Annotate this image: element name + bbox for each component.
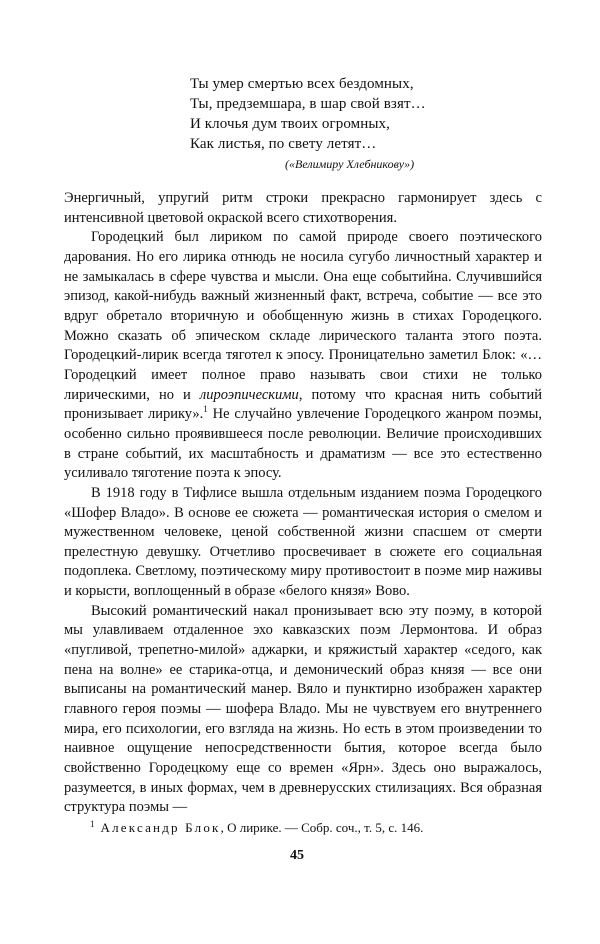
poem-line-2: Ты, предземшара, в шар свой взят… [190, 96, 426, 112]
paragraph-3: В 1918 году в Тифлисе вышла отдельным изданием поэма Городецкого «Шофер Владо». В основе ее сюжета — романтическая история о смелом и мужественном человеке, ценой собственной жизни спасшем от смерти прелестную девушку. Отчетливо просвечивает в сюжете его социальная подоплека. Светлому, поэтическому миру противостоит в поэме мир наживы и корысти, воплощенный в образе «белого князя» Вово. [64, 484, 542, 600]
paragraph-2-text-after: , потому что красная нить событий пронизывает лирику». [64, 386, 543, 423]
paragraph-4: Высокий романтический накал пронизывает всю эту поэму, в которой мы улавливаем отдаленное эхо кавказских поэм Лермонтова. И образ «пугливой, трепетно-милой» аджарки, и кряжистый характер «седого, как пена на волне» ее старика-отца, и демонический образ князя — все они выписаны на романтический манер. Вяло и пунктирно изображен характер главного героя поэмы — шофера Владо. Мы не чувствуем его внутреннего мира, его психологии, его взгляда на жизнь. Но есть в этом произведении то наивное ощущение непосредственности бытия, которое всегда было свойственно Городецкому еще со времен «Ярн». Здесь оно выражалось, разумеется, в иных формах, чем в древнерусских стилизациях. Вся образная структура поэмы — [64, 602, 542, 816]
poem-dedication: («Велимиру Хлебникову») [285, 157, 415, 171]
footnote-mark: 1 [90, 818, 95, 829]
footnote-reference[interactable]: 1 [203, 404, 208, 415]
footnote [90, 820, 550, 836]
paragraph-2-text-before: Городецкий был лириком по самой природе своего поэтического дарования. Но его лирика отнюдь не носила сугубо личностный характер и не замыкалась в сфере чувства и мысли. Она еще событийна. Случившийся эпизод, какой-нибудь важный жизненный факт, встреча, событие — все это вдруг обретало вторичную и обобщенную жизнь в стихах Городецкого. Можно сказать об эпическом складе лирического таланта этого поэта. Городецкий-лирик всегда тяготел к эпосу. Проницательно заметил Блок: «…Городецкий имеет полное право называть свои стихи не только лирическими, но и [64, 229, 542, 403]
page-number: 45 [290, 848, 304, 863]
paragraph-1: Энергичный, упругий ритм строки прекрасно гармонирует здесь с интенсивной цветовой окраской всего стихотворения. [64, 190, 542, 226]
paragraph-2-italic-term: лироэпическими [199, 386, 299, 403]
footnote-author: Александр Блок [100, 820, 221, 835]
footnote-citation: , О лирике. — Собр. соч., т. 5, с. 146. [220, 820, 424, 835]
epigraph-poem [190, 74, 490, 154]
paragraph-2-text-end: Не случайно увлечение Городецкого жанром поэмы, особенно сильно проявившееся после революции. Величие происходивших в стране событий, их масштабность и драматизм — все это естественно усиливало тяготение поэта к эпосу. [64, 406, 542, 482]
poem-line-1: Ты умер смертью всех бездомных, [190, 76, 414, 92]
poem-line-4: Как листья, по свету летят… [190, 136, 377, 152]
main-text [64, 189, 542, 818]
poem-line-3: И клочья дум твоих огромных, [190, 116, 391, 132]
paragraph-2 [64, 228, 542, 484]
